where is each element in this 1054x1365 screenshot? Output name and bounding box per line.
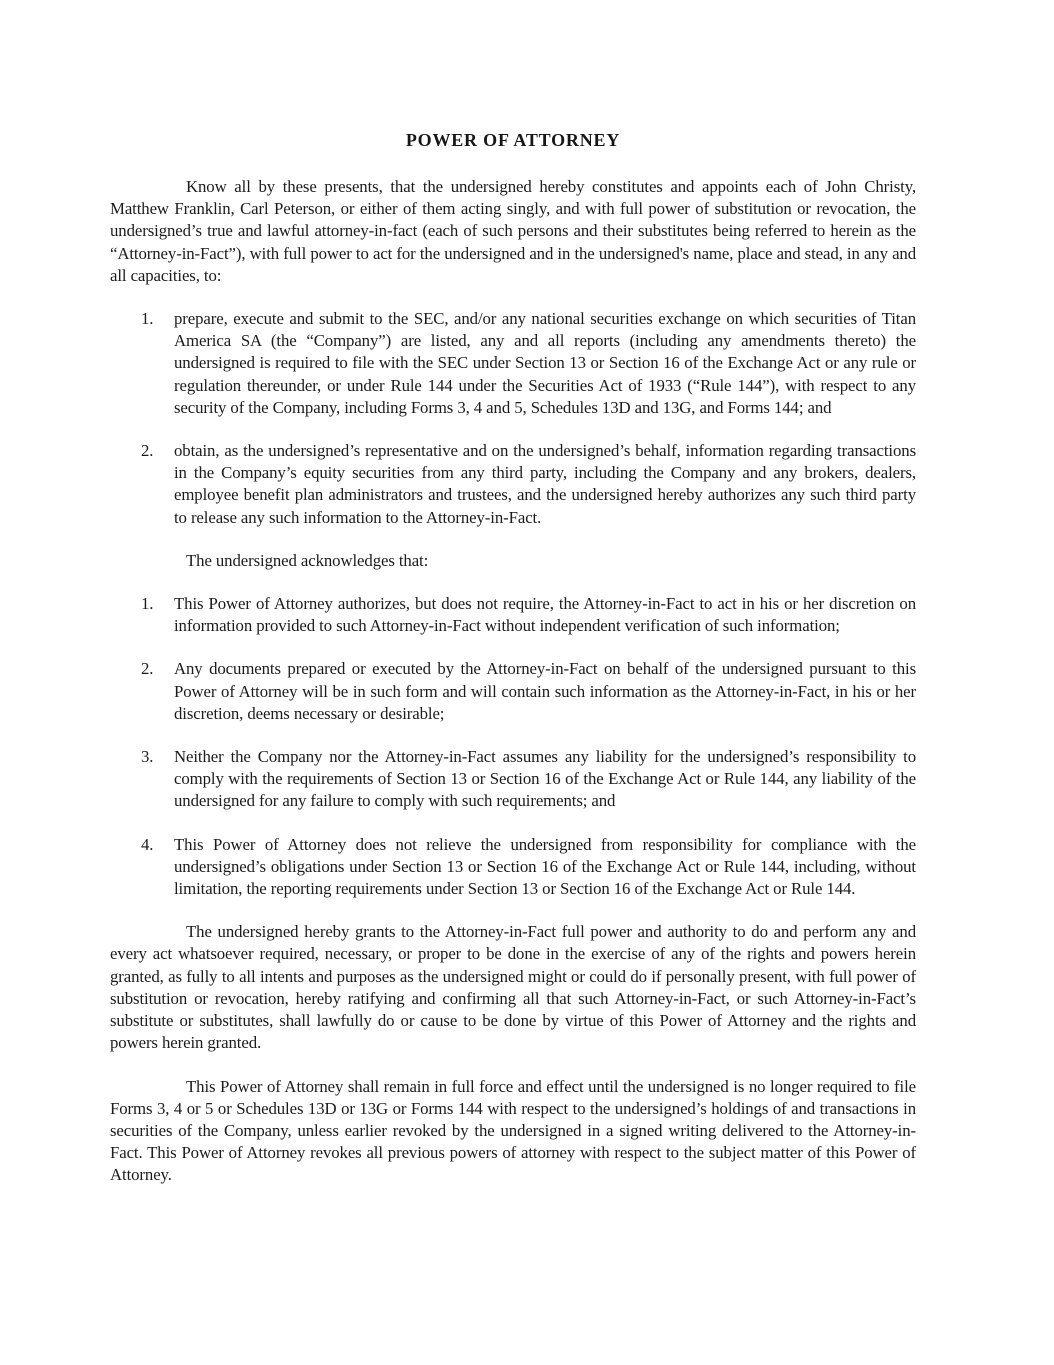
powers-list-item-1-number: 1.: [141, 309, 154, 329]
document-title: POWER OF ATTORNEY: [405, 130, 621, 150]
powers-list: [110, 308, 916, 529]
acknowledgment-list-item-4-number: 4.: [141, 834, 154, 854]
acknowledgment-list-item-3: [110, 746, 916, 813]
acknowledgment-list-item-1: [110, 593, 916, 637]
opening-paragraph: Know all by these presents, that the undersigned hereby constitutes and appoints each of John Christy, Matthew Franklin, Carl Peterson, or either of them acting singly, and with full power of substitution or revocation, the undersigned’s true and lawful attorney-in-fact (each of such persons and their substitutes being referred to herein as the “Attorney-in-Fact”), with full power to act for the undersigned and in the undersigned's name, place and stead, in any and all capacities, to:: [110, 177, 916, 285]
powers-list-item-2: [110, 440, 916, 529]
powers-list-item-1-text: prepare, execute and submit to the SEC, and/or any national securities exchange on which securities of Titan America SA (the “Company”) are listed, any and all reports (including any amendments thereto) the undersigned is required to file with the SEC under Section 13 or Section 16 of the Exchange Act or any rule or regulation thereunder, or under Rule 144 under the Securities Act of 1933 (“Rule 144”), with respect to any security of the Company, including Forms 3, 4 and 5, Schedules 13D and 13G, and Forms 144; and: [174, 309, 916, 417]
powers-list-item-2-number: 2.: [141, 441, 154, 461]
acknowledgment-list-item-1-number: 1.: [141, 594, 154, 614]
powers-list-item-2-text: obtain, as the undersigned’s representative and on the undersigned’s behalf, information regarding transactions in the Company’s equity securities from any third party, including the Company and any brokers, dealers, employee benefit plan administrators and trustees, and the undersigned hereby authorizes any such third party to release any such information to the Attorney-in-Fact.: [174, 441, 916, 527]
acknowledgment-list-item-3-text: Neither the Company nor the Attorney-in-Fact assumes any liability for the undersigned’s responsibility to comply with the requirements of Section 13 or Section 16 of the Exchange Act or Rule 144, any liability of the undersigned for any failure to comply with such requirements; and: [174, 747, 916, 811]
acknowledgment-list: [110, 593, 916, 900]
grant-paragraph: The undersigned hereby grants to the Attorney-in-Fact full power and authority to do and perform any and every act whatsoever required, necessary, or proper to be done in the exercise of any of the rights and powers herein granted, as fully to all intents and purposes as the undersigned might or could do if personally present, with full power of substitution or revocation, hereby ratifying and confirming all that such Attorney-in-Fact, or such Attorney-in-Fact’s substitute or substitutes, shall lawfully do or cause to be done by virtue of this Power of Attorney and the rights and powers herein granted.: [110, 922, 916, 1053]
acknowledgment-list-item-2-text: Any documents prepared or executed by the Attorney-in-Fact on behalf of the undersigned pursuant to this Power of Attorney will be in such form and will contain such information as the Attorney-in-Fact, in his or her discretion, deems necessary or desirable;: [174, 659, 916, 723]
acknowledgment-list-item-3-number: 3.: [141, 747, 154, 767]
acknowledgment-list-item-1-text: This Power of Attorney authorizes, but does not require, the Attorney-in-Fact to act in his or her discretion on information provided to such Attorney-in-Fact without independent verification of such information;: [174, 594, 916, 636]
acknowledgment-list-item-4-text: This Power of Attorney does not relieve the undersigned from responsibility for compliance with the undersigned’s obligations under Section 13 or Section 16 of the Exchange Act or Rule 144, including, without limitation, the reporting requirements under Section 13 or Section 16 of the Exchange Act or Rule 144.: [174, 834, 916, 899]
acknowledgment-intro: The undersigned acknowledges that:: [186, 550, 429, 570]
duration-paragraph: This Power of Attorney shall remain in full force and effect until the undersigned is no longer required to file Forms 3, 4 or 5 or Schedules 13D or 13G or Forms 144 with respect to the undersigned’s holdings of and transactions in securities of the Company, unless earlier revoked by the undersigned in a signed writing delivered to the Attorney-in-Fact. This Power of Attorney revokes all previous powers of attorney with respect to the subject matter of this Power of Attorney.: [110, 1076, 916, 1185]
powers-list-item-1: [110, 308, 916, 419]
acknowledgment-list-item-2-number: 2.: [141, 659, 154, 679]
acknowledgment-list-item-4: [110, 834, 916, 901]
acknowledgment-list-item-2: [110, 658, 916, 725]
